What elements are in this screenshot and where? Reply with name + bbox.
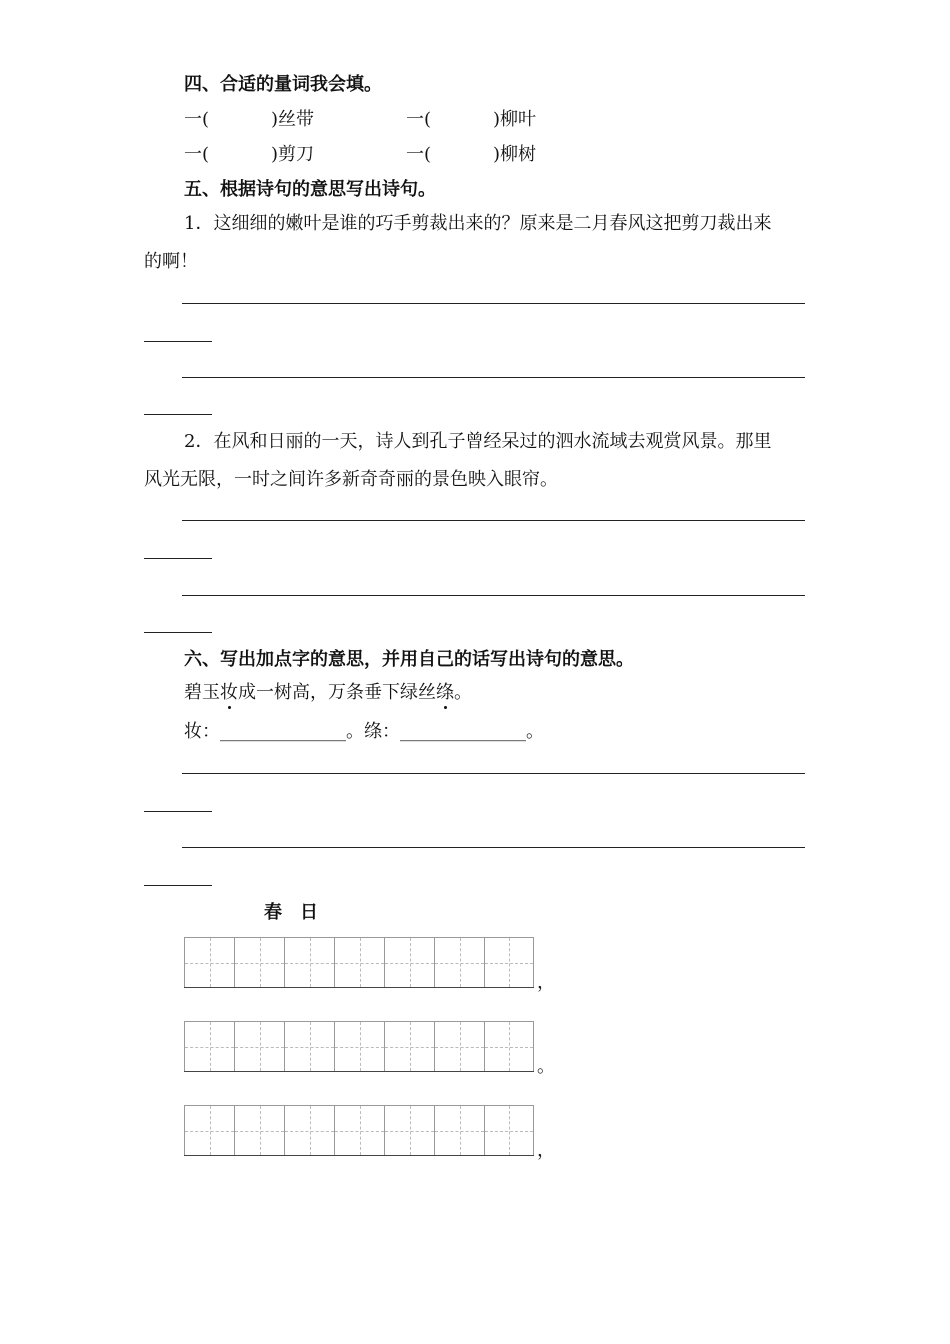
answer-line[interactable]	[182, 773, 805, 774]
answer-line[interactable]	[182, 303, 805, 304]
grid-cell	[184, 1105, 234, 1155]
answer-line-end[interactable]	[144, 558, 212, 559]
section-5-title: 五、根据诗句的意思写出诗句。	[184, 179, 436, 200]
grid-cell	[284, 1021, 334, 1071]
question-2-text: 2．在风和日丽的一天，诗人到孔子曾经呆过的泗水流域去观赏风景。那里	[184, 431, 772, 452]
answer-line[interactable]	[182, 520, 805, 521]
grid-cell	[234, 1105, 284, 1155]
poem-text: 碧玉	[184, 682, 220, 703]
grid-cell	[234, 1021, 284, 1071]
answer-line-end[interactable]	[144, 811, 212, 812]
poem-line	[184, 682, 472, 704]
item-suffix: )柳树	[493, 144, 537, 165]
meaning-fill-line[interactable]: 妆：______________。绦：______________。	[184, 721, 544, 742]
item-prefix: 一(	[406, 109, 432, 130]
writing-grid-row[interactable]	[184, 1105, 534, 1156]
grid-cell	[434, 937, 484, 987]
grid-cell	[284, 1105, 334, 1155]
poem-text: 。	[454, 682, 472, 703]
section-4-title: 四、合适的量词我会填。	[184, 74, 382, 95]
item-prefix: 一(	[184, 144, 210, 165]
grid-cell	[184, 1021, 234, 1071]
measure-word-item	[406, 144, 536, 166]
question-1-text: 1．这细细的嫩叶是谁的巧手剪裁出来的？原来是二月春风这把剪刀裁出来	[184, 213, 772, 234]
question-1-text-cont: 的啊！	[144, 251, 198, 272]
grid-cell	[334, 937, 384, 987]
dotted-character: 妆	[220, 682, 238, 703]
grid-cell	[234, 937, 284, 987]
row-punctuation: ，	[537, 972, 555, 993]
answer-line-end[interactable]	[144, 885, 212, 886]
question-2-text-cont: 风光无限，一时之间许多新奇奇丽的景色映入眼帘。	[144, 469, 558, 490]
row-punctuation: ，	[537, 1140, 555, 1161]
answer-line-end[interactable]	[144, 632, 212, 633]
grid-cell	[384, 1105, 434, 1155]
row-punctuation: 。	[537, 1056, 555, 1077]
grid-cell	[484, 1105, 534, 1155]
item-prefix: 一(	[406, 144, 432, 165]
item-suffix: )柳叶	[493, 109, 537, 130]
grid-cell	[484, 1021, 534, 1071]
grid-cell	[434, 1021, 484, 1071]
item-suffix: )丝带	[271, 109, 315, 130]
grid-cell	[334, 1021, 384, 1071]
writing-grid-row[interactable]	[184, 1021, 534, 1072]
answer-line-end[interactable]	[144, 414, 212, 415]
grid-cell	[384, 937, 434, 987]
dotted-character: 绦	[436, 682, 454, 703]
answer-line-end[interactable]	[144, 341, 212, 342]
item-prefix: 一(	[184, 109, 210, 130]
measure-word-item	[184, 109, 314, 131]
answer-line[interactable]	[182, 377, 805, 378]
poem-text: 成一树高，万条垂下绿丝	[238, 682, 436, 703]
grid-cell	[484, 937, 534, 987]
answer-line[interactable]	[182, 595, 805, 596]
measure-word-item	[184, 144, 314, 166]
grid-cell	[334, 1105, 384, 1155]
grid-cell	[384, 1021, 434, 1071]
grid-cell	[284, 937, 334, 987]
grid-cell	[434, 1105, 484, 1155]
measure-word-item	[406, 109, 536, 131]
poem-title: 春 日	[264, 902, 318, 923]
section-6-title: 六、写出加点字的意思，并用自己的话写出诗句的意思。	[184, 649, 634, 670]
grid-cell	[184, 937, 234, 987]
writing-grid-row[interactable]	[184, 937, 534, 988]
item-suffix: )剪刀	[271, 144, 315, 165]
answer-line[interactable]	[182, 847, 805, 848]
